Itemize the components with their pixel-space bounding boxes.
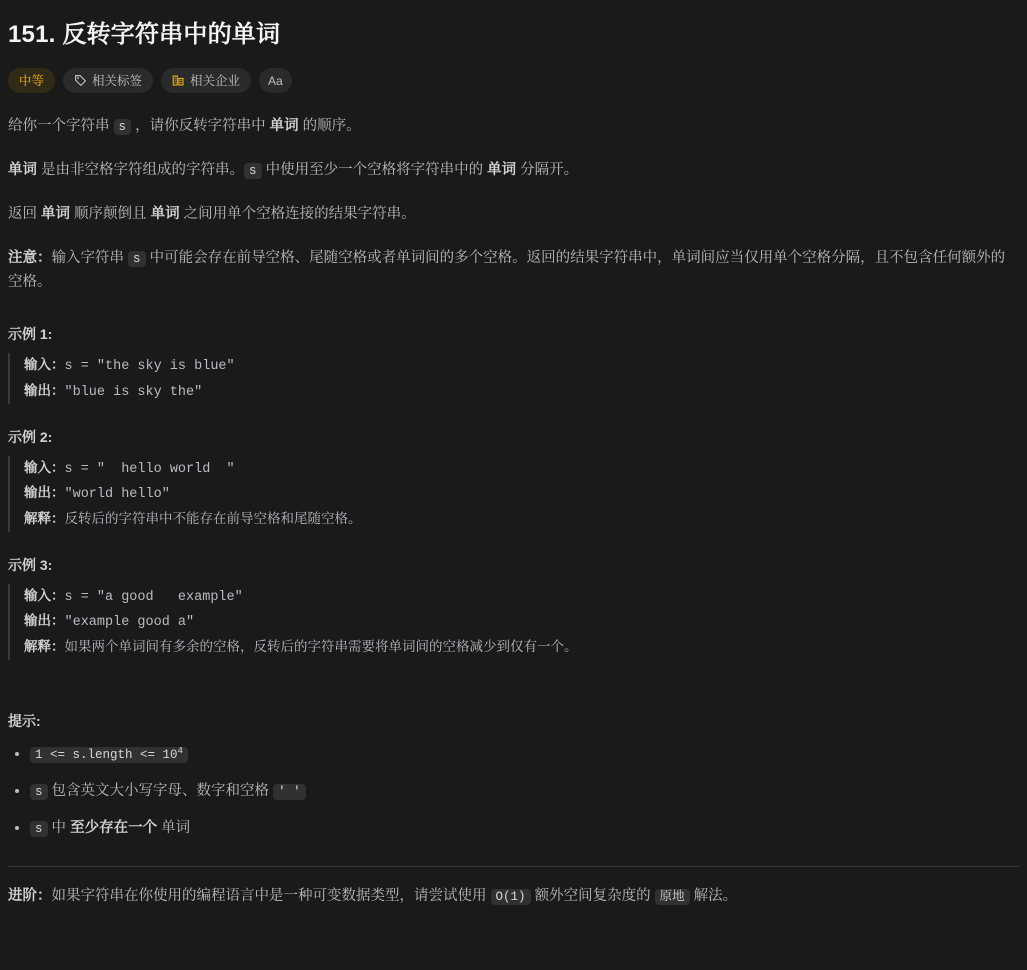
inline-code: s bbox=[114, 119, 132, 135]
text-run: 中可能会存在前导空格、尾随空格或者单词间的多个空格。返回的结果字符串中，单词间应当仅用单个空格分隔，且不包含任何额外的空格。 bbox=[8, 250, 1006, 291]
text-run: 分隔开。 bbox=[516, 162, 579, 179]
example-line bbox=[24, 635, 1019, 660]
difficulty-badge[interactable] bbox=[8, 68, 55, 93]
example-line-label: 输出： bbox=[24, 485, 65, 501]
related-tags-label: 相关标签 bbox=[92, 73, 143, 88]
font-size-button[interactable] bbox=[259, 68, 292, 93]
text-run: 输入字符串 bbox=[51, 250, 129, 267]
description-paragraph bbox=[8, 247, 1019, 295]
emphasis-text: 单词 bbox=[150, 206, 180, 223]
font-size-icon: Aa bbox=[268, 73, 283, 88]
follow-up bbox=[8, 885, 1019, 908]
example-title: 示例 1: bbox=[8, 326, 53, 342]
example-line bbox=[24, 609, 1019, 634]
example-line-value: "world hello" bbox=[64, 487, 170, 503]
example-line-value: s = "the sky is blue" bbox=[64, 359, 235, 375]
text-run: 的顺序。 bbox=[298, 118, 361, 135]
text-run: 如果字符串在你使用的编程语言中是一种可变数据类型，请尝试使用 bbox=[51, 888, 491, 905]
emphasis-text: 至少存在一个 bbox=[70, 819, 158, 836]
inline-code: 1 <= s.length <= $10^4$ bbox=[30, 747, 188, 763]
example-line-label: 解释： bbox=[24, 510, 65, 526]
related-companies-label: 相关企业 bbox=[190, 73, 241, 88]
inline-code: s bbox=[244, 163, 262, 179]
example-line-label: 输出： bbox=[24, 613, 65, 629]
difficulty-label: 中等 bbox=[19, 73, 45, 88]
text-run: 是由非空格字符组成的字符串。 bbox=[37, 162, 245, 179]
inline-code: s bbox=[30, 821, 48, 837]
example-line bbox=[24, 507, 1019, 532]
text-run: 解法。 bbox=[689, 888, 738, 905]
example-line-label: 输入： bbox=[24, 357, 65, 373]
description-paragraph bbox=[8, 203, 1019, 227]
inline-code: s bbox=[128, 251, 146, 267]
hints-title: 提示: bbox=[8, 712, 41, 729]
spacer bbox=[8, 295, 1019, 323]
text-run: 单词 bbox=[157, 819, 191, 836]
text-run: 之间用单个空格连接的结果字符串。 bbox=[179, 206, 416, 223]
emphasis-text: 注意： bbox=[8, 250, 52, 267]
text-run: 给你一个字符串 bbox=[8, 118, 114, 135]
example-line-value: 如果两个单词间有多余的空格，反转后的字符串需要将单词间的空格减少到仅有一个。 bbox=[64, 638, 578, 654]
example-block bbox=[8, 353, 1019, 403]
example-line-label: 输出： bbox=[24, 382, 65, 398]
related-tags-button[interactable] bbox=[63, 68, 153, 93]
inline-code: ' ' bbox=[273, 784, 306, 800]
example-block bbox=[8, 584, 1019, 660]
hints-list bbox=[8, 742, 1019, 840]
hint-item bbox=[30, 816, 1019, 841]
text-run: 额外空间复杂度的 bbox=[530, 888, 655, 905]
tag-bar bbox=[8, 68, 1019, 93]
example-line-label: 输入： bbox=[24, 460, 65, 476]
example-title: 示例 3: bbox=[8, 556, 53, 573]
superscript: 4 bbox=[177, 746, 183, 757]
text-run: 包含英文大小写字母、数字和空格 bbox=[47, 782, 274, 799]
example-line bbox=[24, 481, 1019, 506]
emphasis-text: 进阶： bbox=[8, 888, 52, 905]
example-line-label: 输入： bbox=[24, 588, 65, 604]
example-line-value: s = " hello world " bbox=[64, 462, 235, 478]
emphasis-text: 单词 bbox=[487, 162, 517, 179]
description-body bbox=[8, 115, 1019, 295]
description-paragraph bbox=[8, 159, 1019, 183]
spacer-2 bbox=[8, 682, 1019, 710]
inline-code: 原地 bbox=[655, 889, 690, 905]
example-line bbox=[24, 584, 1019, 609]
description-paragraph bbox=[8, 115, 1019, 139]
emphasis-text: 单词 bbox=[41, 206, 71, 223]
text-run: 返回 bbox=[8, 206, 42, 223]
text-run: ，请你反转字符串中 bbox=[131, 118, 270, 135]
example-line bbox=[24, 456, 1019, 481]
example-line-value: s = "a good example" bbox=[64, 590, 243, 606]
example-line-value: "example good a" bbox=[64, 615, 195, 631]
inline-code: s bbox=[30, 784, 48, 800]
company-icon bbox=[172, 74, 185, 87]
inline-code: O(1) bbox=[491, 889, 531, 905]
example-line bbox=[24, 379, 1019, 404]
hint-item bbox=[30, 742, 1019, 767]
example-line-label: 解释： bbox=[24, 638, 65, 654]
text-run: 中使用至少一个空格将字符串中的 bbox=[261, 162, 488, 179]
emphasis-text: 单词 bbox=[269, 118, 299, 135]
divider bbox=[8, 866, 1019, 867]
examples-section bbox=[8, 323, 1019, 660]
example-title: 示例 2: bbox=[8, 428, 53, 445]
example-line-value: "blue is sky the" bbox=[64, 384, 203, 400]
text-run: 顺序颠倒且 bbox=[70, 206, 151, 223]
example-line bbox=[24, 353, 1019, 378]
hint-item bbox=[30, 779, 1019, 804]
tag-icon bbox=[74, 74, 87, 87]
example-block bbox=[8, 456, 1019, 532]
related-companies-button[interactable] bbox=[161, 68, 251, 93]
example-line-value: 反转后的字符串中不能存在前导空格和尾随空格。 bbox=[64, 510, 362, 526]
text-run: 中 bbox=[47, 819, 71, 836]
emphasis-text: 单词 bbox=[8, 162, 37, 179]
page-title: 151. 反转字符串中的单词 bbox=[8, 21, 281, 48]
